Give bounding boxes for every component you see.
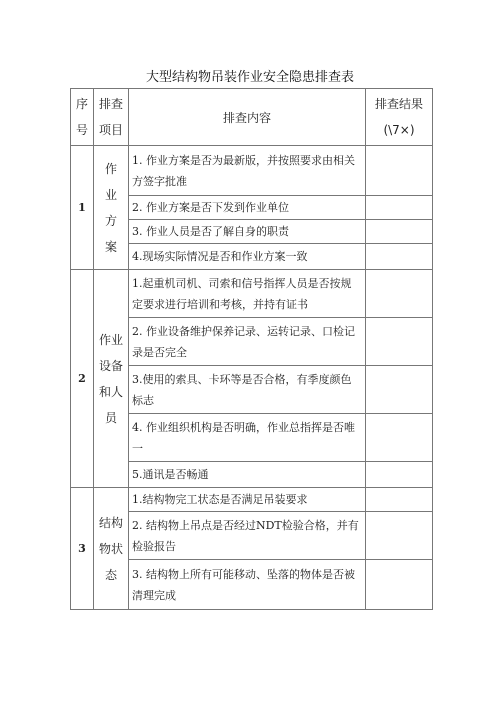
header-serial-line1: 序 — [75, 97, 88, 111]
header-item-line2: 项目 — [98, 123, 123, 137]
table-header-row — [71, 89, 433, 146]
section-item-text: 态 — [104, 567, 117, 582]
check-result-cell[interactable] — [366, 318, 433, 366]
section-item — [94, 146, 129, 270]
section-item-text: 作业 — [98, 332, 123, 347]
header-serial-line2: 号 — [75, 123, 88, 137]
check-content-cell: 2. 作业方案是否下发到作业单位 — [129, 196, 366, 220]
check-content-cell: 1.结构物完工状态是否满足吊装要求 — [129, 488, 366, 512]
section-item-text: 员 — [104, 410, 117, 425]
check-content-cell: 4.现场实际情况是否和作业方案一致 — [129, 244, 366, 270]
check-result-cell[interactable] — [366, 414, 433, 462]
page-title: 大型结构物吊装作业安全隐患排查表 — [145, 70, 354, 85]
check-content-cell: 1.起重机司机、司索和信号指挥人员是否按规定要求进行培训和考核，并持有证书 — [129, 270, 366, 318]
header-result-line2: (\7×) — [383, 123, 415, 137]
check-content-cell: 3. 结构物上所有可能移动、坠落的物体是否被清理完成 — [129, 560, 366, 610]
header-serial-number — [71, 89, 94, 146]
check-result-cell[interactable] — [366, 512, 433, 560]
table-row — [71, 146, 433, 196]
header-check-content: 排查内容 — [129, 89, 366, 146]
header-check-result — [366, 89, 433, 146]
section-item-text: 方 — [104, 213, 117, 228]
header-result-line1: 排查结果 — [374, 97, 423, 111]
check-result-cell[interactable] — [366, 244, 433, 270]
check-result-cell[interactable] — [366, 366, 433, 414]
header-check-item — [94, 89, 129, 146]
section-item — [94, 270, 129, 488]
check-content-cell: 5.通讯是否畅通 — [129, 462, 366, 488]
section-number: 3 — [71, 488, 94, 610]
table-row — [71, 488, 433, 512]
section-number: 2 — [71, 270, 94, 488]
section-item-text: 业 — [104, 187, 117, 202]
section-item-text: 和人 — [98, 384, 123, 399]
table-body — [71, 146, 433, 610]
check-result-cell[interactable] — [366, 560, 433, 610]
check-result-cell[interactable] — [366, 488, 433, 512]
section-item — [94, 488, 129, 610]
table-row — [71, 270, 433, 318]
inspection-table — [70, 88, 433, 610]
check-result-cell[interactable] — [366, 220, 433, 244]
section-item-text: 案 — [104, 239, 117, 254]
check-content-cell: 3.使用的索具、卡环等是否合格，有季度颜色标志 — [129, 366, 366, 414]
check-content-cell: 2. 作业设备维护保养记录、运转记录、口检记录是否完全 — [129, 318, 366, 366]
section-number: 1 — [71, 146, 94, 270]
header-item-line1: 排查 — [98, 97, 123, 111]
check-content-cell: 2. 结构物上吊点是否经过NDT检验合格，并有检验报告 — [129, 512, 366, 560]
section-item-text: 设备 — [98, 358, 123, 373]
check-content-cell: 3. 作业人员是否了解自身的职责 — [129, 220, 366, 244]
check-result-cell[interactable] — [366, 196, 433, 220]
check-content-cell: 4. 作业组织机构是否明确，作业总指挥是否唯一 — [129, 414, 366, 462]
check-result-cell[interactable] — [366, 270, 433, 318]
section-item-text: 结构 — [98, 515, 123, 530]
section-item-text: 物状 — [98, 541, 123, 556]
check-content-cell: 1. 作业方案是否为最新版，并按照要求由相关方签字批准 — [129, 146, 366, 196]
check-result-cell[interactable] — [366, 146, 433, 196]
section-item-text: 作 — [104, 161, 117, 176]
check-result-cell[interactable] — [366, 462, 433, 488]
